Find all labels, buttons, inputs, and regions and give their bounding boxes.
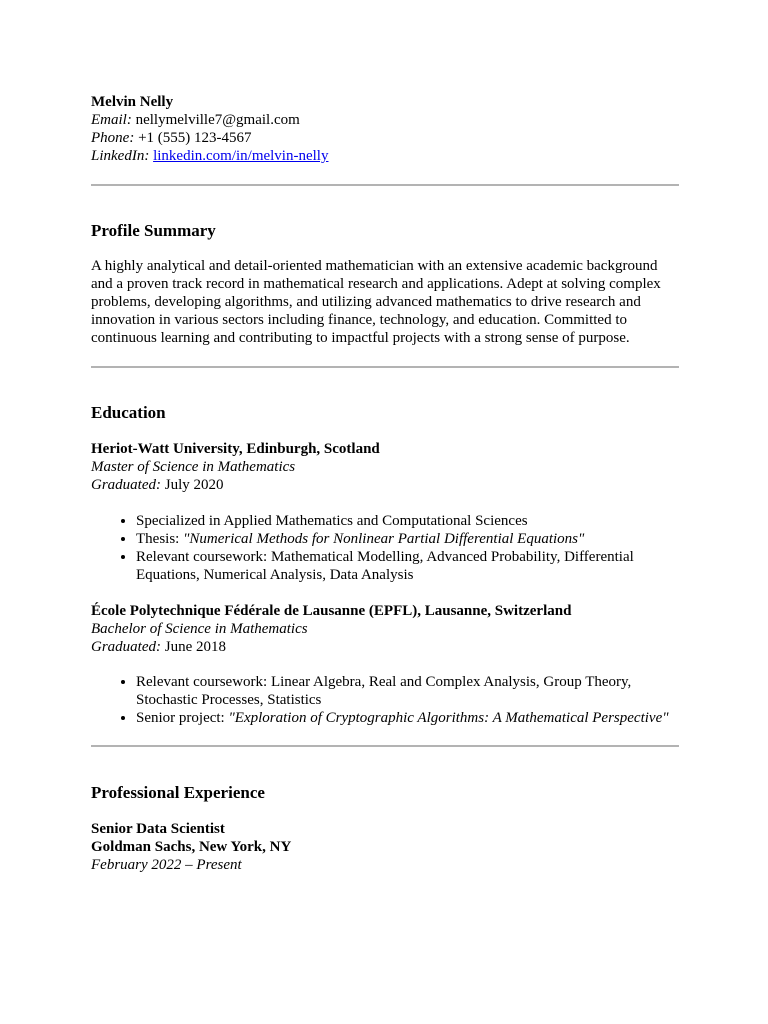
thesis-title: "Numerical Methods for Nonlinear Partial Differential Equations" — [183, 531, 585, 547]
bullet-text: Thesis: — [136, 531, 184, 547]
education-entry-2 — [91, 602, 679, 727]
graduated-date: June 2018 — [164, 639, 226, 655]
list-item — [136, 512, 679, 530]
phone-value: +1 (555) 123-4567 — [138, 130, 252, 146]
divider — [91, 745, 679, 747]
linkedin-label: LinkedIn: — [91, 148, 150, 164]
bullet-text: Relevant coursework: Linear Algebra, Real and Complex Analysis, Group Theory, Stochastic Processes, Statistics — [136, 674, 632, 708]
project-title: "Exploration of Cryptographic Algorithms: A Mathematical Perspective" — [228, 710, 669, 726]
phone-label: Phone: — [91, 130, 135, 146]
phone-line — [91, 129, 679, 147]
education-entry-1 — [91, 440, 679, 584]
list-item — [136, 673, 679, 709]
degree: Master of Science in Mathematics — [91, 459, 296, 475]
education-heading: Education — [91, 403, 166, 422]
degree: Bachelor of Science in Mathematics — [91, 621, 308, 637]
linkedin-link[interactable]: linkedin.com/in/melvin-nelly — [153, 148, 329, 164]
email-line — [91, 111, 679, 129]
education-bullets — [91, 673, 679, 727]
email-value: nellymelville7@gmail.com — [135, 112, 300, 128]
school-name: École Polytechnique Fédérale de Lausanne (EPFL), Lausanne, Switzerland — [91, 603, 572, 619]
profile-summary-text: A highly analytical and detail-oriented mathematician with an extensive academic background and a proven track record in mathematical research and applications. Adept at solving complex problems, developing algorithms, and utilizing advanced mathematics to drive research and innovation in various sectors including finance, technology, and education. Committed to continuous learning and contributing to impactful projects with a strong sense of purpose. — [91, 258, 661, 346]
experience-heading: Professional Experience — [91, 783, 265, 802]
graduated-date: July 2020 — [164, 477, 224, 493]
education-bullets — [91, 512, 679, 584]
list-item — [136, 709, 679, 727]
list-item — [136, 548, 679, 584]
graduated-label: Graduated: — [91, 639, 161, 655]
bullet-text: Specialized in Applied Mathematics and Computational Sciences — [136, 513, 528, 529]
bullet-text: Senior project: — [136, 710, 229, 726]
list-item — [136, 530, 679, 548]
job-title: Senior Data Scientist — [91, 821, 225, 837]
bullet-text: Relevant coursework: Mathematical Modelling, Advanced Probability, Differential Equations, Numerical Analysis, Data Analysis — [136, 549, 634, 583]
contact-block — [91, 93, 679, 165]
divider — [91, 366, 679, 368]
resume-content — [91, 93, 679, 874]
linkedin-line — [91, 147, 679, 165]
experience-entry-1 — [91, 820, 679, 874]
company: Goldman Sachs, New York, NY — [91, 839, 292, 855]
school-name: Heriot-Watt University, Edinburgh, Scotland — [91, 441, 380, 457]
graduation-line — [91, 638, 679, 656]
graduation-line — [91, 476, 679, 494]
graduated-label: Graduated: — [91, 477, 161, 493]
candidate-name: Melvin Nelly — [91, 94, 174, 110]
email-label: Email: — [91, 112, 132, 128]
job-dates: February 2022 – Present — [91, 857, 242, 873]
divider — [91, 184, 679, 186]
profile-heading: Profile Summary — [91, 221, 216, 240]
